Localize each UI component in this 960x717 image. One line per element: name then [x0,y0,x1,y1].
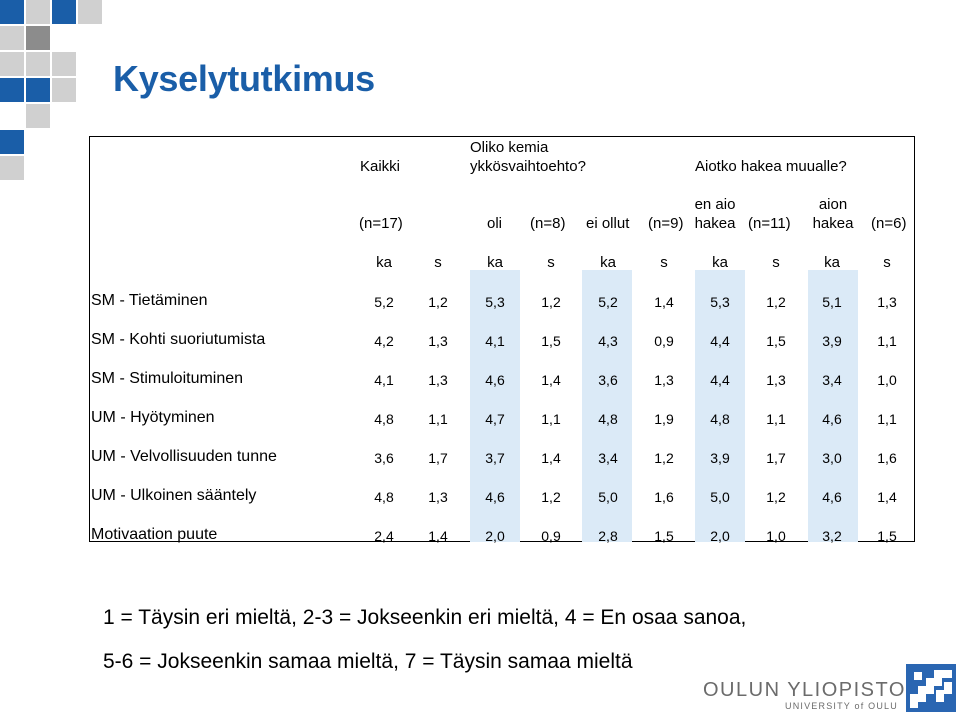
row-label: SM - Kohti suoriutumista [91,331,266,348]
table-cell: 1,5 [877,528,897,544]
table-cell: 1,7 [428,450,448,466]
table-cell: 1,1 [877,411,897,427]
table-cell: 2,0 [485,528,505,544]
table-cell: 3,6 [598,372,618,388]
table-cell: 1,6 [877,450,897,466]
header-oli: oli [487,215,503,232]
stat-header: ka [487,254,503,271]
table-cell: 5,1 [822,294,842,310]
table-cell: 1,3 [428,489,448,505]
table-cell: 1,4 [877,489,897,505]
row-label: Motivaation puute [91,526,218,543]
table-cell: 1,2 [654,450,674,466]
table-cell: 4,4 [710,333,730,349]
stat-header: s [660,254,668,271]
stat-header: s [772,254,780,271]
stat-header: s [883,254,891,271]
header-n8: (n=8) [530,215,566,232]
table-cell: 1,5 [541,333,561,349]
table-cell: 4,6 [822,489,842,505]
table-cell: 4,4 [710,372,730,388]
table-cell: 3,0 [822,450,842,466]
table-cell: 3,9 [710,450,730,466]
table-cell: 3,2 [822,528,842,544]
table-cell: 5,3 [710,294,730,310]
table-cell: 2,4 [374,528,394,544]
table-cell: 4,6 [485,372,505,388]
table-cell: 1,2 [541,489,561,505]
page-title: Kyselytutkimus [113,58,375,99]
table-cell: 4,1 [374,372,394,388]
table-cell: 1,4 [541,372,561,388]
table-cell: 1,2 [766,294,786,310]
table-cell: 1,5 [766,333,786,349]
table-cell: 1,3 [428,372,448,388]
header-en-aio-line1: en aio [694,196,736,213]
row-label: SM - Tietäminen [91,292,208,309]
table-cell: 3,4 [822,372,842,388]
table-cell: 1,4 [541,450,561,466]
row-label: SM - Stimuloituminen [91,370,244,387]
table-cell: 4,3 [598,333,618,349]
table-cell: 0,9 [654,333,674,349]
table-cell: 1,4 [654,294,674,310]
table-cell: 1,3 [877,294,897,310]
table-cell: 1,2 [428,294,448,310]
table-cell: 2,0 [710,528,730,544]
table-cell: 1,3 [428,333,448,349]
table-cell: 4,1 [485,333,505,349]
table-cell: 4,8 [374,489,394,505]
table-cell: 1,1 [428,411,448,427]
table-cell: 3,6 [374,450,394,466]
university-subtitle: UNIVERSITY of OULU [785,701,898,711]
table-cell: 3,4 [598,450,618,466]
table-cell: 3,9 [822,333,842,349]
stat-header: ka [712,254,728,271]
table-cell: 4,8 [598,411,618,427]
stat-header: s [434,254,442,271]
header-n11: (n=11) [748,215,791,232]
table-cell: 2,8 [598,528,618,544]
table-cell: 1,9 [654,411,674,427]
oulu-university-logo-icon [906,664,956,712]
table-cell: 1,2 [541,294,561,310]
table-cell: 4,6 [822,411,842,427]
header-n9: (n=9) [648,215,684,232]
table-cell: 1,0 [877,372,897,388]
header-en-aio-line2: hakea [694,215,736,232]
table-cell: 5,3 [485,294,505,310]
table-cell: 3,7 [485,450,505,466]
legend-line-1: 1 = Täysin eri mieltä, 2-3 = Jokseenkin eri mieltä, 4 = En osaa sanoa, [103,606,747,629]
table-cell: 4,2 [374,333,394,349]
table-cell: 1,1 [877,333,897,349]
header-aion-line1: aion [818,196,848,213]
table-cell: 4,6 [485,489,505,505]
table-cell: 1,2 [766,489,786,505]
stat-header: ka [600,254,616,271]
table-cell: 1,6 [654,489,674,505]
table-cell: 4,7 [485,411,505,427]
table-cell: 1,3 [766,372,786,388]
table-cell: 1,5 [654,528,674,544]
table-cell: 1,0 [766,528,786,544]
table-cell: 5,2 [598,294,618,310]
header-kaikki: Kaikki [360,158,401,175]
legend-line-2: 5-6 = Jokseenkin samaa mieltä, 7 = Täysin samaa mieltä [103,650,633,673]
stat-header: s [547,254,555,271]
table-cell: 5,0 [598,489,618,505]
header-n6: (n=6) [871,215,907,232]
stat-header: ka [376,254,392,271]
table-cell: 1,1 [766,411,786,427]
table-cell: 5,2 [374,294,394,310]
table-cell: 4,8 [710,411,730,427]
row-label: UM - Ulkoinen sääntely [91,487,257,504]
university-name: OULUN YLIOPISTO [703,679,906,701]
header-ei-ollut: ei ollut [586,215,630,232]
header-question2: Aiotko hakea muualle? [695,158,847,175]
row-label: UM - Velvollisuuden tunne [91,448,277,465]
table-cell: 1,7 [766,450,786,466]
table-cell: 5,0 [710,489,730,505]
table-cell: 1,1 [541,411,561,427]
table-cell: 1,3 [654,372,674,388]
header-n17: (n=17) [359,215,403,232]
table-cell: 1,4 [428,528,448,544]
header-question1-line1: Oliko kemia [470,139,549,156]
table-cell: 0,9 [541,528,561,544]
stat-header: ka [824,254,840,271]
table-cell: 4,8 [374,411,394,427]
header-aion-line2: hakea [812,215,854,232]
header-question1-line2: ykkösvaihtoehto? [470,158,586,175]
row-label: UM - Hyötyminen [91,409,215,426]
